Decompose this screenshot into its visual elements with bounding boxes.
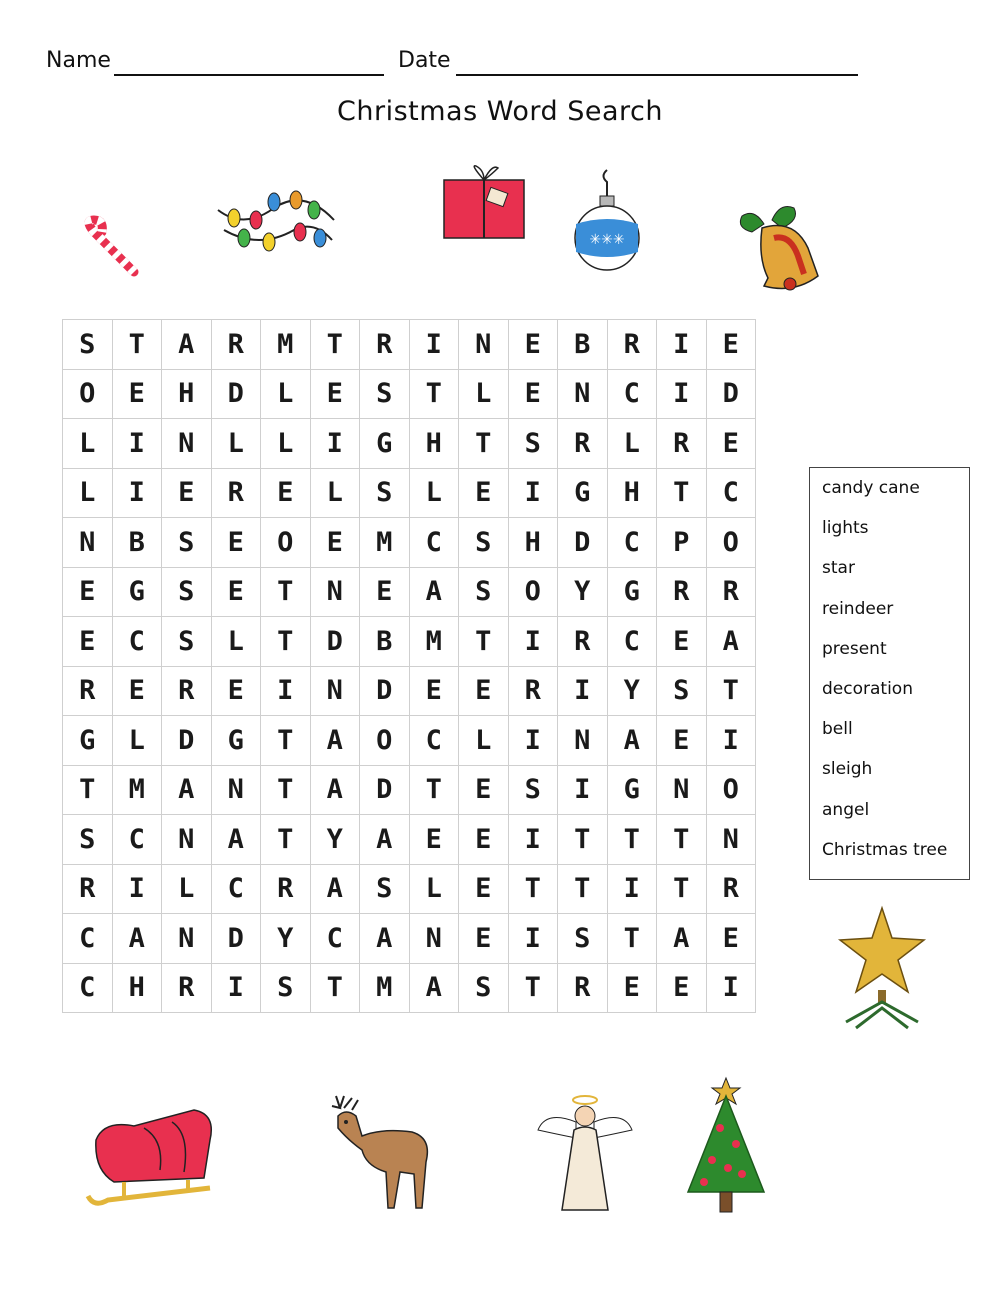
grid-cell[interactable]: L xyxy=(261,369,311,419)
grid-cell[interactable]: A xyxy=(360,815,410,865)
grid-cell[interactable]: R xyxy=(508,666,558,716)
grid-cell[interactable]: L xyxy=(459,369,509,419)
grid-cell[interactable]: I xyxy=(508,914,558,964)
grid-cell[interactable]: T xyxy=(459,419,509,469)
grid-cell[interactable]: I xyxy=(508,617,558,667)
word-list-item: sleigh xyxy=(822,759,873,780)
grid-row xyxy=(63,963,756,1013)
grid-cell[interactable]: M xyxy=(261,320,311,370)
bell-icon xyxy=(734,198,826,294)
grid-cell[interactable]: E xyxy=(211,666,261,716)
grid-cell[interactable]: E xyxy=(459,765,509,815)
grid-cell[interactable]: S xyxy=(261,963,311,1013)
grid-cell[interactable]: I xyxy=(706,716,756,766)
grid-cell[interactable]: A xyxy=(112,914,162,964)
grid-cell[interactable]: I xyxy=(657,369,707,419)
grid-cell[interactable]: A xyxy=(607,716,657,766)
grid-cell[interactable]: M xyxy=(409,617,459,667)
grid-cell[interactable]: S xyxy=(360,864,410,914)
grid-cell[interactable]: N xyxy=(211,765,261,815)
grid-cell[interactable]: N xyxy=(63,518,113,568)
grid-cell[interactable]: N xyxy=(706,815,756,865)
grid-cell[interactable]: E xyxy=(706,419,756,469)
grid-row xyxy=(63,320,756,370)
grid-cell[interactable]: O xyxy=(706,518,756,568)
grid-cell[interactable]: D xyxy=(310,617,360,667)
grid-cell[interactable]: A xyxy=(360,914,410,964)
ornament-icon xyxy=(572,168,642,274)
grid-cell[interactable]: I xyxy=(112,419,162,469)
grid-cell[interactable]: E xyxy=(112,666,162,716)
grid-cell[interactable]: E xyxy=(657,716,707,766)
grid-row xyxy=(63,864,756,914)
word-list-item: reindeer xyxy=(822,598,894,619)
grid-row xyxy=(63,716,756,766)
grid-cell[interactable]: I xyxy=(261,666,311,716)
grid-cell[interactable]: I xyxy=(706,963,756,1013)
grid-cell[interactable]: Y xyxy=(607,666,657,716)
angel-icon xyxy=(536,1090,634,1216)
grid-cell[interactable]: M xyxy=(360,963,410,1013)
grid-cell[interactable]: T xyxy=(261,567,311,617)
grid-cell[interactable]: T xyxy=(409,369,459,419)
grid-cell[interactable]: S xyxy=(162,567,212,617)
grid-cell[interactable]: T xyxy=(63,765,113,815)
grid-cell[interactable]: T xyxy=(607,815,657,865)
grid-cell[interactable]: T xyxy=(261,716,311,766)
grid-cell[interactable]: E xyxy=(459,666,509,716)
grid-cell[interactable]: E xyxy=(211,567,261,617)
grid-cell[interactable]: H xyxy=(409,419,459,469)
grid-cell[interactable]: T xyxy=(706,666,756,716)
grid-cell[interactable]: R xyxy=(162,963,212,1013)
grid-cell[interactable]: S xyxy=(360,468,410,518)
grid-row xyxy=(63,518,756,568)
grid-cell[interactable]: T xyxy=(261,765,311,815)
grid-cell[interactable]: A xyxy=(211,815,261,865)
grid-cell[interactable]: T xyxy=(261,815,311,865)
grid-cell[interactable]: L xyxy=(459,716,509,766)
grid-cell[interactable]: E xyxy=(706,914,756,964)
grid-cell[interactable]: L xyxy=(211,419,261,469)
reindeer-icon xyxy=(322,1088,434,1216)
grid-cell[interactable]: S xyxy=(63,815,113,865)
star-icon xyxy=(836,904,928,1030)
grid-cell[interactable]: L xyxy=(310,468,360,518)
grid-cell[interactable]: A xyxy=(310,765,360,815)
grid-cell[interactable]: S xyxy=(558,914,608,964)
grid-cell[interactable]: E xyxy=(409,666,459,716)
grid-cell[interactable]: R xyxy=(657,419,707,469)
grid-cell[interactable]: N xyxy=(310,567,360,617)
grid-cell[interactable]: T xyxy=(409,765,459,815)
grid-cell[interactable]: T xyxy=(607,914,657,964)
grid-cell[interactable]: S xyxy=(162,518,212,568)
grid-cell[interactable]: A xyxy=(310,716,360,766)
grid-cell[interactable]: I xyxy=(508,716,558,766)
grid-cell[interactable]: C xyxy=(63,914,113,964)
present-icon xyxy=(440,162,528,242)
grid-cell[interactable]: S xyxy=(162,617,212,667)
grid-cell[interactable]: C xyxy=(112,815,162,865)
grid-cell[interactable]: G xyxy=(63,716,113,766)
grid-cell[interactable]: N xyxy=(657,765,707,815)
grid-cell[interactable]: S xyxy=(459,963,509,1013)
grid-cell[interactable]: E xyxy=(459,468,509,518)
word-list-item: present xyxy=(822,638,887,659)
grid-cell[interactable]: P xyxy=(657,518,707,568)
grid-cell[interactable]: N xyxy=(162,914,212,964)
grid-cell[interactable]: O xyxy=(508,567,558,617)
grid-cell[interactable]: S xyxy=(459,518,509,568)
grid-cell[interactable]: R xyxy=(558,617,608,667)
grid-cell[interactable]: N xyxy=(558,716,608,766)
grid-cell[interactable]: I xyxy=(558,765,608,815)
word-search-grid xyxy=(62,319,756,1013)
grid-cell[interactable]: R xyxy=(706,567,756,617)
grid-cell[interactable]: E xyxy=(459,815,509,865)
grid-cell[interactable]: H xyxy=(508,518,558,568)
grid-cell[interactable]: G xyxy=(112,567,162,617)
grid-cell[interactable]: T xyxy=(508,864,558,914)
grid-cell[interactable]: C xyxy=(211,864,261,914)
grid-cell[interactable]: E xyxy=(409,815,459,865)
grid-cell[interactable]: E xyxy=(360,567,410,617)
grid-cell[interactable]: R xyxy=(162,666,212,716)
grid-cell[interactable]: L xyxy=(63,468,113,518)
grid-cell[interactable]: T xyxy=(558,815,608,865)
grid-cell[interactable]: L xyxy=(63,419,113,469)
grid-row xyxy=(63,567,756,617)
grid-cell[interactable]: N xyxy=(558,369,608,419)
grid-cell[interactable]: T xyxy=(657,815,707,865)
grid-cell[interactable]: E xyxy=(112,369,162,419)
grid-row xyxy=(63,369,756,419)
grid-cell[interactable]: T xyxy=(508,963,558,1013)
sleigh-icon xyxy=(84,1100,218,1210)
grid-cell[interactable]: D xyxy=(360,765,410,815)
name-field[interactable] xyxy=(114,74,384,76)
grid-cell[interactable]: N xyxy=(409,914,459,964)
grid-cell[interactable]: I xyxy=(508,468,558,518)
grid-cell[interactable]: T xyxy=(459,617,509,667)
grid-cell[interactable]: O xyxy=(360,716,410,766)
grid-cell[interactable]: R xyxy=(63,864,113,914)
grid-cell[interactable]: G xyxy=(211,716,261,766)
grid-cell[interactable]: O xyxy=(706,765,756,815)
grid-cell[interactable]: T xyxy=(261,617,311,667)
grid-cell[interactable]: E xyxy=(211,518,261,568)
grid-cell[interactable]: I xyxy=(112,468,162,518)
grid-cell[interactable]: E xyxy=(63,617,113,667)
grid-cell[interactable]: D xyxy=(706,369,756,419)
grid-row xyxy=(63,666,756,716)
grid-row xyxy=(63,468,756,518)
grid-cell[interactable]: T xyxy=(112,320,162,370)
grid-cell[interactable]: A xyxy=(657,914,707,964)
grid-cell[interactable]: A xyxy=(409,963,459,1013)
grid-cell[interactable]: L xyxy=(409,468,459,518)
grid-cell[interactable]: A xyxy=(706,617,756,667)
grid-cell[interactable]: S xyxy=(508,765,558,815)
grid-cell[interactable]: R xyxy=(706,864,756,914)
word-list-item: lights xyxy=(822,518,869,539)
grid-cell[interactable]: R xyxy=(558,419,608,469)
grid-cell[interactable]: R xyxy=(360,320,410,370)
grid-cell[interactable]: B xyxy=(360,617,410,667)
grid-cell[interactable]: G xyxy=(607,765,657,815)
grid-cell[interactable]: H xyxy=(607,468,657,518)
grid-cell[interactable]: E xyxy=(508,320,558,370)
word-list-item: decoration xyxy=(822,678,913,699)
grid-cell[interactable]: L xyxy=(211,617,261,667)
date-field[interactable] xyxy=(456,74,858,76)
grid-cell[interactable]: A xyxy=(310,864,360,914)
grid-cell[interactable]: M xyxy=(360,518,410,568)
word-list-item: angel xyxy=(822,799,870,820)
grid-cell[interactable]: Y xyxy=(261,914,311,964)
grid-cell[interactable]: E xyxy=(657,963,707,1013)
grid-cell[interactable]: E xyxy=(459,864,509,914)
grid-cell[interactable]: R xyxy=(657,567,707,617)
grid-cell[interactable]: R xyxy=(211,320,261,370)
grid-cell[interactable]: G xyxy=(360,419,410,469)
grid-cell[interactable]: L xyxy=(607,419,657,469)
grid-cell[interactable]: D xyxy=(211,369,261,419)
grid-cell[interactable]: N xyxy=(162,815,212,865)
grid-cell[interactable]: L xyxy=(112,716,162,766)
grid-cell[interactable]: I xyxy=(558,666,608,716)
grid-row xyxy=(63,815,756,865)
date-label: Date xyxy=(398,48,451,73)
grid-cell[interactable]: C xyxy=(112,617,162,667)
grid-cell[interactable]: S xyxy=(508,419,558,469)
grid-cell[interactable]: I xyxy=(112,864,162,914)
grid-cell[interactable]: E xyxy=(63,567,113,617)
grid-cell[interactable]: L xyxy=(261,419,311,469)
grid-row xyxy=(63,765,756,815)
grid-cell[interactable]: E xyxy=(508,369,558,419)
word-list xyxy=(809,467,970,880)
grid-cell[interactable]: C xyxy=(310,914,360,964)
grid-cell[interactable]: A xyxy=(409,567,459,617)
grid-cell[interactable]: C xyxy=(607,617,657,667)
word-list-item: Christmas tree xyxy=(822,839,948,860)
grid-cell[interactable]: T xyxy=(310,320,360,370)
grid-cell[interactable]: T xyxy=(558,864,608,914)
grid-cell[interactable]: N xyxy=(310,666,360,716)
grid-cell[interactable]: N xyxy=(459,320,509,370)
grid-cell[interactable]: E xyxy=(162,468,212,518)
word-list-item: bell xyxy=(822,719,853,740)
grid-cell[interactable]: E xyxy=(657,617,707,667)
grid-cell[interactable]: D xyxy=(211,914,261,964)
grid-cell[interactable]: R xyxy=(63,666,113,716)
grid-cell[interactable]: D xyxy=(162,716,212,766)
grid-cell[interactable]: C xyxy=(409,518,459,568)
grid-cell[interactable]: G xyxy=(558,468,608,518)
grid-cell[interactable]: L xyxy=(409,864,459,914)
grid-cell[interactable]: L xyxy=(162,864,212,914)
grid-cell[interactable]: R xyxy=(607,320,657,370)
grid-row xyxy=(63,419,756,469)
grid-cell[interactable]: C xyxy=(607,369,657,419)
grid-cell[interactable]: I xyxy=(607,864,657,914)
grid-cell[interactable]: Y xyxy=(310,815,360,865)
grid-cell[interactable]: I xyxy=(310,419,360,469)
grid-cell[interactable]: R xyxy=(558,963,608,1013)
grid-cell[interactable]: E xyxy=(459,914,509,964)
word-list-item: star xyxy=(822,558,855,579)
page-title: Christmas Word Search xyxy=(337,96,663,127)
grid-cell[interactable]: N xyxy=(162,419,212,469)
lights-icon xyxy=(214,180,338,260)
grid-cell[interactable]: A xyxy=(162,765,212,815)
grid-cell[interactable]: I xyxy=(508,815,558,865)
grid-cell[interactable]: Y xyxy=(558,567,608,617)
grid-cell[interactable]: B xyxy=(112,518,162,568)
grid-cell[interactable]: I xyxy=(657,320,707,370)
grid-cell[interactable]: M xyxy=(112,765,162,815)
grid-cell[interactable]: T xyxy=(657,468,707,518)
grid-cell[interactable]: D xyxy=(360,666,410,716)
grid-cell[interactable]: T xyxy=(310,963,360,1013)
christmas-tree-icon xyxy=(680,1074,772,1216)
grid-cell[interactable]: E xyxy=(706,320,756,370)
grid-cell[interactable]: G xyxy=(607,567,657,617)
grid-cell[interactable]: O xyxy=(63,369,113,419)
grid-cell[interactable]: C xyxy=(706,468,756,518)
grid-cell[interactable]: S xyxy=(657,666,707,716)
grid-cell[interactable]: E xyxy=(607,963,657,1013)
grid-cell[interactable]: H xyxy=(162,369,212,419)
grid-cell[interactable]: C xyxy=(607,518,657,568)
candy-cane-icon xyxy=(74,210,144,280)
grid-cell[interactable]: B xyxy=(558,320,608,370)
grid-cell[interactable]: H xyxy=(112,963,162,1013)
grid-cell[interactable]: E xyxy=(310,369,360,419)
grid-cell[interactable]: A xyxy=(162,320,212,370)
grid-cell[interactable]: I xyxy=(409,320,459,370)
grid-cell[interactable]: C xyxy=(63,963,113,1013)
svg-text:✳✳✳: ✳✳✳ xyxy=(589,232,625,248)
grid-cell[interactable]: D xyxy=(558,518,608,568)
grid-cell[interactable]: T xyxy=(657,864,707,914)
grid-row xyxy=(63,914,756,964)
grid-cell[interactable]: O xyxy=(261,518,311,568)
grid-cell[interactable]: R xyxy=(211,468,261,518)
grid-cell[interactable]: C xyxy=(409,716,459,766)
grid-cell[interactable]: I xyxy=(211,963,261,1013)
grid-cell[interactable]: R xyxy=(261,864,311,914)
grid-cell[interactable]: E xyxy=(261,468,311,518)
grid-cell[interactable]: S xyxy=(63,320,113,370)
grid-row xyxy=(63,617,756,667)
grid-cell[interactable]: S xyxy=(360,369,410,419)
name-label: Name xyxy=(46,48,111,73)
word-list-item: candy cane xyxy=(822,478,920,498)
grid-cell[interactable]: E xyxy=(310,518,360,568)
grid-cell[interactable]: S xyxy=(459,567,509,617)
